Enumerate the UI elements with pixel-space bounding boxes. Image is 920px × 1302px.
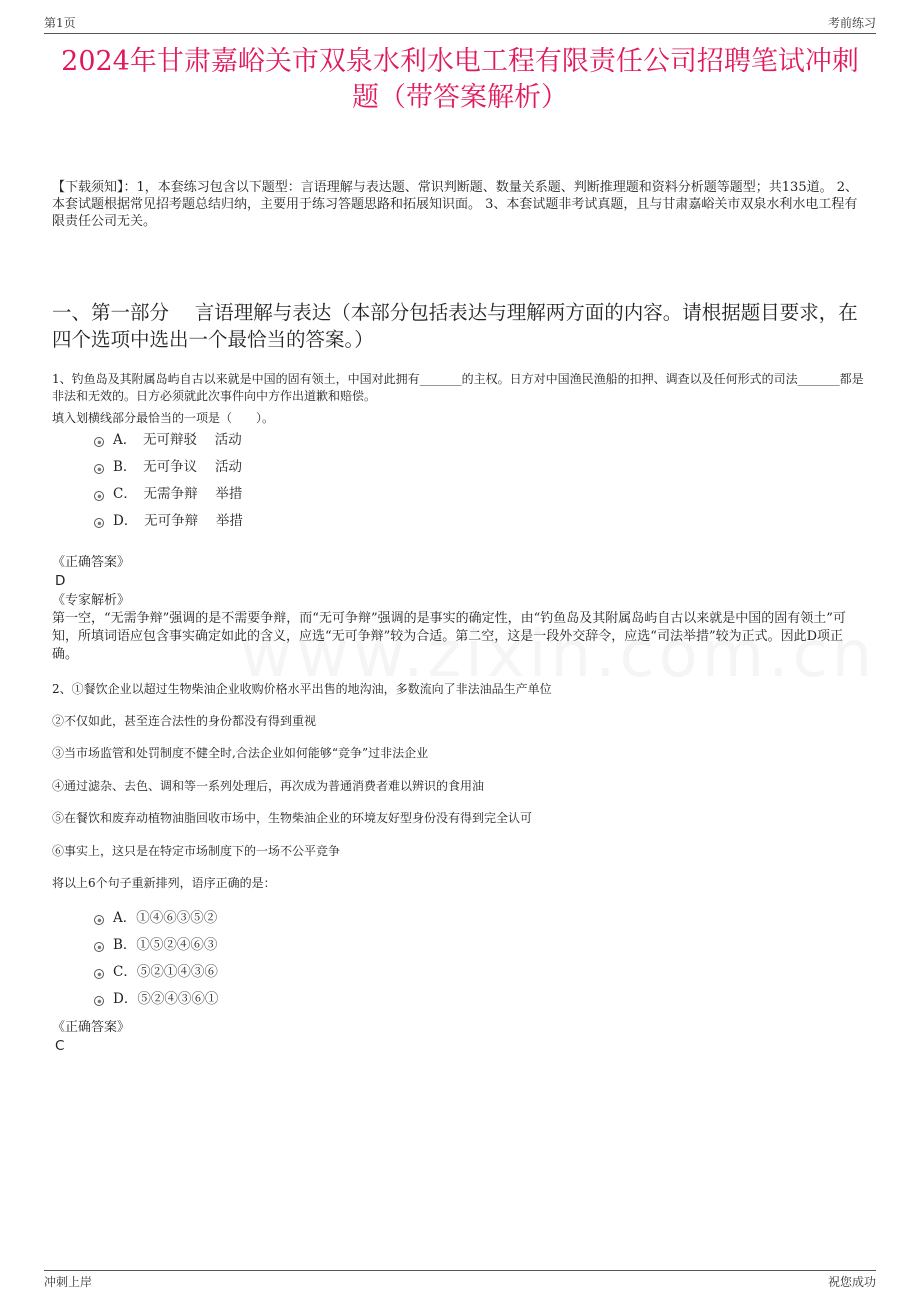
question-2-answer (52, 1019, 130, 1055)
footer-divider (44, 1270, 876, 1271)
question-2-sentence-1: 2、①餐饮企业以超过生物柴油企业收购价格水平出售的地沟油，多数流向了非法油品生产单位 (52, 682, 552, 696)
question-2-option-a[interactable]: A．①④⑥③⑤② (94, 909, 217, 927)
page-number: 第1页 (44, 16, 76, 30)
answer-letter: C (55, 1038, 65, 1054)
question-1-answer (52, 554, 130, 590)
radio-icon[interactable] (94, 491, 104, 501)
footer-left-label: 冲刺上岸 (44, 1275, 93, 1289)
answer-label: 《正确答案》 (52, 555, 131, 570)
radio-icon[interactable] (94, 437, 104, 447)
header-divider (44, 33, 876, 34)
question-2-prompt: 将以上6个句子重新排列，语序正确的是： (52, 876, 276, 890)
question-2-sentence-6: ⑥事实上，这只是在特定市场制度下的一场不公平竞争 (52, 844, 341, 858)
question-1-prompt: 填入划横线部分最恰当的一项是（ ）。 (52, 411, 275, 425)
question-2-sentence-5: ⑤在餐饮和废弃动植物油脂回收市场中，生物柴油企业的环境友好型身份没有得到完全认可 (52, 811, 533, 825)
document-title: 2024年甘肃嘉峪关市双泉水利水电工程有限责任公司招聘笔试冲刺题（带答案解析） (61, 46, 859, 113)
footer-right-label: 祝您成功 (827, 1275, 876, 1289)
question-1-option-b[interactable]: B． 无可争议 活动 (94, 458, 242, 476)
question-2-option-d[interactable]: D．⑤②④③⑥① (94, 990, 218, 1008)
answer-label: 《正确答案》 (52, 1020, 131, 1035)
radio-icon[interactable] (94, 915, 104, 925)
question-2-sentence-2: ②不仅如此，甚至连合法性的身份都没有得到重视 (52, 714, 317, 728)
question-2-sentence-4: ④通过滤杂、去色、调和等一系列处理后，再次成为普通消费者难以辨识的食用油 (52, 779, 485, 793)
question-2-option-c[interactable]: C．⑤②①④③⑥ (94, 963, 218, 981)
page-footer (44, 1273, 876, 1291)
page-header (44, 14, 876, 32)
radio-icon[interactable] (94, 996, 104, 1006)
radio-icon[interactable] (94, 969, 104, 979)
question-1-option-d[interactable]: D． 无可争辩 举措 (94, 512, 243, 530)
radio-icon[interactable] (94, 464, 104, 474)
question-2-option-b[interactable]: B．①⑤②④⑥③ (94, 936, 217, 954)
question-2-sentence-3: ③当市场监管和处罚制度不健全时,合法企业如何能够“竞争”过非法企业 (52, 746, 429, 760)
radio-icon[interactable] (94, 518, 104, 528)
download-notice: 【下载须知】：1，本套练习包含以下题型：言语理解与表达题、常识判断题、数量关系题、判断推理题和资料分析题等题型；共135道。 2、本套试题根据常见招考题总结归纳，主要用于练习答题思路和拓展知识面。 3、本套试题非考试真题，且与甘肃嘉峪关市双泉水利水电工程有限责任公司无关。 (52, 180, 858, 229)
analysis-label: 《专家解析》 (52, 593, 131, 608)
answer-letter: D (55, 573, 66, 589)
question-1-analysis: 第一空，“无需争辩”强调的是不需要争辩，而“无可争辩”强调的是事实的确定性，由“钓鱼岛及其附属岛屿自古以来就是中国的固有领土”可知，所填词语应包含事实确定如此的含义，应选“无可争辩”较为合适。第二空，这是一段外交辞令，应选“司法举措”较为正式。因此D项正确。 (52, 611, 846, 662)
question-1-option-a[interactable]: A． 无可辩驳 活动 (94, 431, 242, 449)
section-heading: 一、第一部分 言语理解与表达（本部分包括表达与理解两方面的内容。请根据题目要求，在四个选项中选出一个最恰当的答案。） (52, 301, 858, 351)
header-right-label: 考前练习 (827, 16, 876, 30)
radio-icon[interactable] (94, 942, 104, 952)
question-1-stem: 1、钓鱼岛及其附属岛屿自古以来就是中国的固有领土，中国对此拥有_______的主权。日方对中国渔民渔船的扣押、调查以及任何形式的司法_______都是非法和无效的。日方必须就此次事件向中方作出道歉和赔偿。 (52, 372, 864, 403)
question-1-option-c[interactable]: C． 无需争辩 举措 (94, 485, 242, 503)
